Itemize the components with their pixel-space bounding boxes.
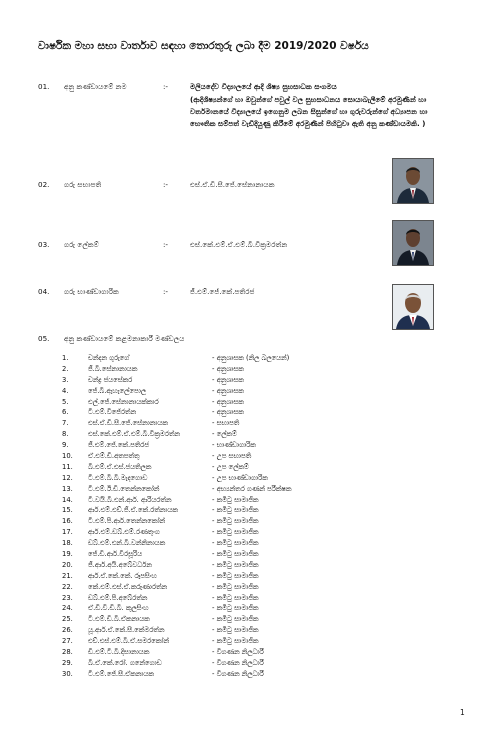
- section-number: 05.: [38, 334, 50, 343]
- section-separator: :-: [163, 287, 169, 296]
- member-number: 10.: [62, 452, 73, 461]
- member-name: ජේ.ඩී.ආර්.වීරසූරිය: [88, 550, 142, 559]
- member-number: 9.: [62, 441, 69, 450]
- member-position: - කමිටු සාමාජික: [212, 571, 259, 580]
- member-name: චන්ද්‍ර ජයසේකර: [88, 375, 133, 384]
- member-name: ටී.වයි.බී.එන්.ආර්. ආරියරත්න: [88, 495, 172, 504]
- member-position: - උප සභාපති: [212, 452, 252, 461]
- member-number: 24.: [62, 604, 73, 613]
- member-number: 16.: [62, 517, 73, 526]
- member-name: ටී.එම්.පී.ආර්.තෙන්නකෝන්: [88, 517, 166, 526]
- member-name: ටී.එම්.ඊ.ඩී.තෙන්නකෝන්: [88, 484, 160, 493]
- member-position: - කමිටු සාමාජික: [212, 550, 259, 559]
- list-item: [62, 561, 462, 572]
- list-item: [62, 376, 462, 387]
- member-name: ආර්.එම්.ඩබ්.එම්.රණතුංග: [88, 528, 160, 537]
- member-position: - අනුශාසක (නිල බලයෙන්): [212, 354, 290, 362]
- page-number: 1: [460, 708, 465, 717]
- member-position: - අනුශාසක: [212, 397, 244, 406]
- member-name: ටී.එම්.ඩී.බී.ඒකනායක: [88, 615, 150, 624]
- member-number: 8.: [62, 430, 69, 439]
- member-number: 13.: [62, 484, 73, 493]
- list-item: [62, 430, 462, 441]
- list-item: [62, 474, 462, 485]
- member-number: 3.: [62, 375, 69, 384]
- member-number: 5.: [62, 397, 69, 406]
- member-position: - විගණන නිලධාරී: [212, 658, 264, 667]
- member-number: 25.: [62, 615, 73, 624]
- subgroup-name: මලියදේව විද්‍යාලයේ ආදි ශිෂ්‍ය සුභසාධක සංගමය: [190, 82, 337, 91]
- member-name: බී.ඒ.කේ.රෝ. ගනේගොඩ: [88, 658, 162, 667]
- list-item: [62, 583, 462, 594]
- member-position: - සභාපති: [212, 419, 240, 428]
- president-photo: [392, 158, 434, 204]
- member-number: 30.: [62, 669, 73, 678]
- member-position: - කමිටු සාමාජික: [212, 560, 259, 569]
- member-position: - කමිටු සාමාජික: [212, 615, 259, 624]
- member-position: - කමිටු සාමාජික: [212, 582, 259, 591]
- member-position: - විගණන නිලධාරී: [212, 669, 264, 678]
- member-position: - භාණ්ඩාගාරික: [212, 441, 256, 450]
- list-item: [62, 550, 462, 561]
- member-number: 15.: [62, 506, 73, 515]
- treasurer-photo: [392, 284, 434, 330]
- list-item: [62, 354, 462, 365]
- list-item: [62, 463, 462, 474]
- list-item: [62, 604, 462, 615]
- section-label: ගරු භාණ්ඩාගාරික: [64, 287, 119, 296]
- member-number: 12.: [62, 473, 73, 482]
- section-label: ගරු ලේකම්: [64, 240, 99, 249]
- member-position: - උප ලේකම්: [212, 462, 249, 471]
- member-position: - විගණන නිලධාරී: [212, 648, 264, 657]
- member-name: ජී.ආර්.අයි.අබේවර්ධන: [88, 560, 152, 569]
- list-item: [62, 506, 462, 517]
- member-name: ටී.එම්.බී.බී.මැදගොඩ: [88, 473, 148, 482]
- list-item: [62, 398, 462, 409]
- secretary-name: එස්.කේ.එම්.ඒ.එම්.බී.වික්‍රමරත්න: [190, 240, 288, 249]
- member-name: එල්.ජේ.සේනානායක්කාර: [88, 397, 159, 406]
- section-label: අනු කණ්ඩායමේ කළමනාකාරී මණ්ඩලය: [64, 334, 185, 343]
- member-number: 17.: [62, 528, 73, 537]
- list-item: [62, 485, 462, 496]
- member-number: 18.: [62, 539, 73, 548]
- member-number: 28.: [62, 648, 73, 657]
- member-name: එස්.කේ.එම්.ඒ.එම්.බී.වික්‍රමරත්න: [88, 430, 180, 439]
- section-separator: :-: [163, 82, 169, 91]
- list-item: [62, 441, 462, 452]
- member-position: - අනුශාසක: [212, 375, 244, 384]
- list-item: [62, 670, 462, 681]
- member-position: - අභ්‍යන්තර ගණන් පරීක්ෂක: [212, 484, 292, 493]
- list-item: [62, 572, 462, 583]
- list-item: [62, 626, 462, 637]
- member-name: කේ.එම්.එස්.ඒ.කරුණාරත්න: [88, 582, 168, 591]
- list-item: [62, 387, 462, 398]
- member-number: 6.: [62, 408, 69, 417]
- list-item: [62, 637, 462, 648]
- member-name: ජේ.බී.ඇහැලේපොල: [88, 386, 147, 395]
- list-item: [62, 615, 462, 626]
- subgroup-description: (ආදිශිෂ්‍යන්ගේ හා ඔවුන්ගේ පවුල් වල සුභසාධනය සොයාබැලීමේ අරමුණින් හා වර්තමානයේ විද්‍යාලයේ ඉගෙනුම ලබන සිසුන්ගේ හා ගුරුවරුන්ගේ අධ්‍යාපන හා භෞතික සම්පත් වැඩිදියුණු කිරීමේ අරමුණින් පිහිටුවා ඇති අනු කණ්ඩායමකි. ): [190, 95, 428, 128]
- member-number: 11.: [62, 462, 73, 471]
- list-item: [62, 517, 462, 528]
- list-item: [62, 539, 462, 550]
- member-position: - අනුශාසක: [212, 364, 244, 373]
- list-item: [62, 496, 462, 507]
- list-item: [62, 594, 462, 605]
- member-name: ඩබ්.එම්.එන්.බී.වන්නිනායක: [88, 539, 166, 548]
- member-number: 19.: [62, 550, 73, 559]
- member-position: - කමිටු සාමාජික: [212, 517, 259, 526]
- member-number: 27.: [62, 637, 73, 646]
- member-number: 29.: [62, 658, 73, 667]
- member-position: - කමිටු සාමාජික: [212, 528, 259, 537]
- member-name: ආර්.එම්.එච්.ජී.ඒ.කේ.රත්නායක: [88, 506, 178, 515]
- member-name: ආර්.ඒ.කේ.කේ. රූපසිංහ: [88, 571, 157, 580]
- member-name: එච්.එස්.එම්.බී.ඒ.සමරකෝන්: [88, 637, 169, 646]
- member-position: - ලේකම්: [212, 430, 237, 439]
- section-separator: :-: [163, 240, 169, 249]
- list-item: [62, 648, 462, 659]
- member-position: - අනුශාසක: [212, 408, 244, 417]
- member-name: එස්.ඒ.ඩී.සී.ජේ.සේනානායක: [88, 419, 168, 428]
- member-name: ඩී.එම්.ටී.බී.දිසානායක: [88, 648, 150, 657]
- member-name: ඒ.එම්.ඩී.අතපත්තු: [88, 452, 140, 461]
- page-title: වාර්ෂික මහා සභා වාර්තාව සඳහා තොරතුරු ලබා දීම 2019/2020 වර්ෂය: [38, 40, 369, 52]
- member-name: යූ.ආර්.ඒ.කේ.සී.කේමරත්න: [88, 626, 165, 635]
- member-name: ටී.එම්.ජේ.සී.ඒකනායක: [88, 669, 154, 678]
- committee-list: [62, 354, 462, 681]
- section-label: ගරු සභාපති: [64, 180, 102, 189]
- member-number: 20.: [62, 560, 73, 569]
- member-name: චන්දන ගුරුගේ: [88, 354, 130, 362]
- section-number: 02.: [38, 180, 50, 189]
- member-name: ජී.එම්.ජේ.කේ.පතිරජ: [88, 441, 149, 450]
- list-item: [62, 528, 462, 539]
- member-position: - කමිටු සාමාජික: [212, 506, 259, 515]
- member-number: 14.: [62, 495, 73, 504]
- secretary-photo: [392, 220, 434, 266]
- member-position: - කමිටු සාමාජික: [212, 604, 259, 613]
- president-name: එස්.ඒ.ඩී.සී.ජේ.සේනානායක: [190, 180, 275, 189]
- member-position: - කමිටු සාමාජික: [212, 637, 259, 646]
- member-number: 21.: [62, 571, 73, 580]
- member-number: 2.: [62, 364, 69, 373]
- section-label: අනු කණ්ඩායමේ නම: [64, 82, 127, 91]
- member-position: - අනුශාසක: [212, 386, 244, 395]
- member-number: 26.: [62, 626, 73, 635]
- member-number: 23.: [62, 593, 73, 602]
- member-name: ජී.බී.සේනානායක: [88, 364, 138, 373]
- member-position: - කමිටු සාමාජික: [212, 593, 259, 602]
- member-position: - කමිටු සාමාජික: [212, 495, 259, 504]
- section-number: 03.: [38, 240, 50, 249]
- member-name: ඩබ්.එම්.පී.අබේරත්න: [88, 593, 148, 602]
- list-item: [62, 365, 462, 376]
- list-item: [62, 659, 462, 670]
- member-name: ටී.එම්.විජේරත්න: [88, 408, 136, 417]
- member-position: - කමිටු සාමාජික: [212, 626, 259, 635]
- treasurer-name: ජී.එම්.ජේ.කේ.පතිරජ: [190, 287, 255, 296]
- member-number: 1.: [62, 354, 69, 362]
- list-item: [62, 419, 462, 430]
- section-number: 01.: [38, 82, 50, 91]
- list-item: [62, 408, 462, 419]
- member-number: 22.: [62, 582, 73, 591]
- member-position: - කමිටු සාමාජික: [212, 539, 259, 548]
- member-name: ඒ.ඩී.වී.ඩී.බී. කුලසිංහ: [88, 604, 149, 613]
- section-separator: :-: [163, 180, 169, 189]
- list-item: [62, 452, 462, 463]
- member-position: - උප භාණ්ඩාගාරික: [212, 473, 268, 482]
- section-number: 04.: [38, 287, 50, 296]
- member-number: 4.: [62, 386, 69, 395]
- member-name: බී.එම්.ඒ.එස්.ජයතිලක: [88, 462, 152, 471]
- member-number: 7.: [62, 419, 69, 428]
